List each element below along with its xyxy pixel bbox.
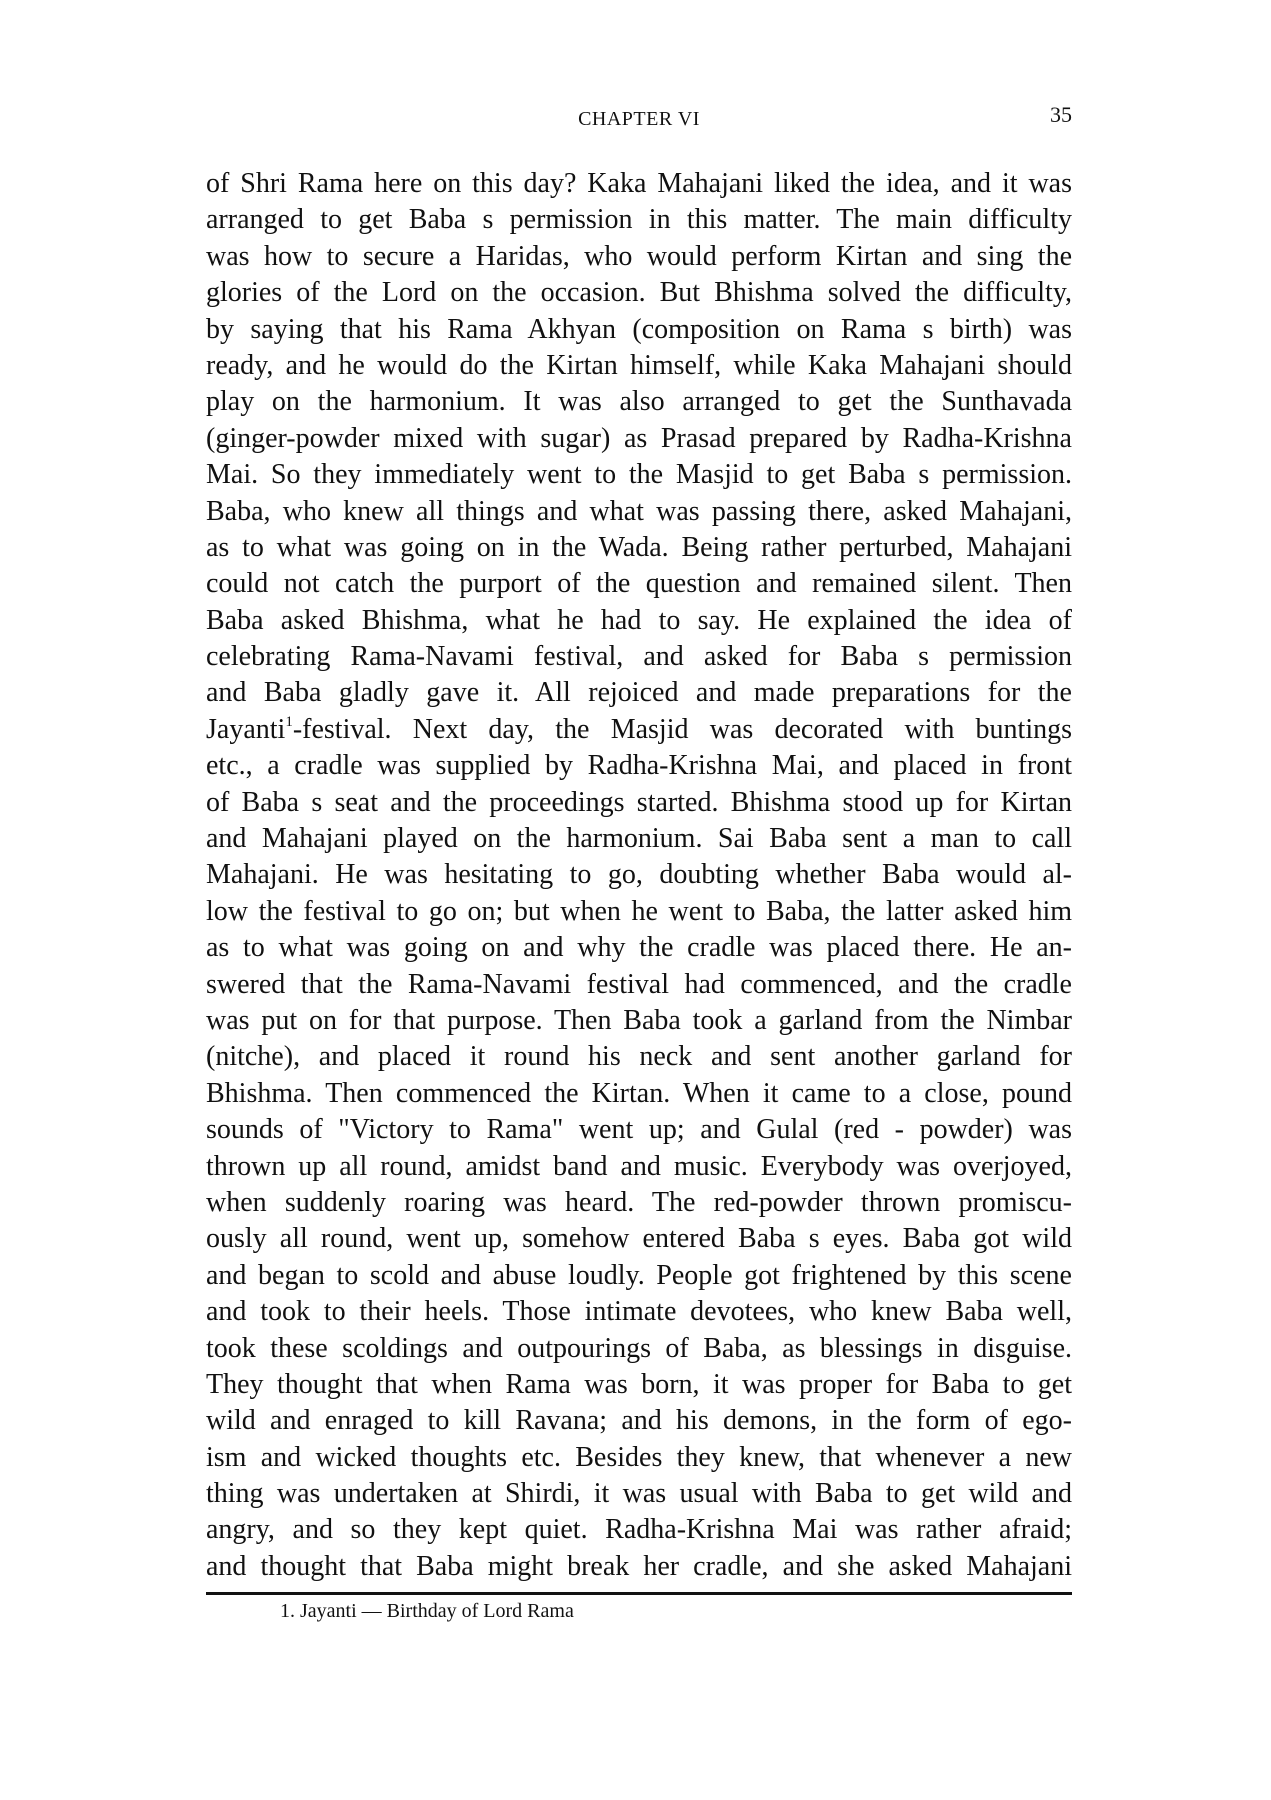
text-line: and began to scold and abuse loudly. People got frightened by this scene [206, 1259, 1072, 1291]
text-line: angry, and so they kept quiet. Radha-Krishna Mai was rather afraid; [206, 1514, 1072, 1546]
text-line: Mai. So they immediately went to the Masjid to get Baba s permission. [206, 459, 1072, 491]
text-line: took these scoldings and outpourings of Baba, as blessings in disguise. [206, 1332, 1072, 1364]
text-line: They thought that when Rama was born, it was proper for Baba to get [206, 1368, 1072, 1400]
text-line: and Mahajani played on the harmonium. Sai Baba sent a man to call [206, 823, 1072, 855]
text-line: and Baba gladly gave it. All rejoiced and made preparations for the [206, 677, 1072, 709]
text-line: Mahajani. He was hesitating to go, doubting whether Baba would al- [206, 859, 1072, 891]
text-line: etc., a cradle was supplied by Radha-Krishna Mai, and placed in front [206, 750, 1072, 782]
text-line: ously all round, went up, somehow entered Baba s eyes. Baba got wild [206, 1223, 1072, 1255]
text-line: Baba, who knew all things and what was passing there, asked Mahajani, [206, 495, 1072, 527]
running-head [206, 104, 1072, 134]
text-line: swered that the Rama-Navami festival had commenced, and the cradle [206, 968, 1072, 1000]
page-number: 35 [1050, 102, 1072, 127]
text-line: celebrating Rama-Navami festival, and asked for Baba s permission [206, 641, 1072, 673]
text-line: could not catch the purport of the question and remained silent. Then [206, 568, 1072, 600]
text-line: thing was undertaken at Shirdi, it was usual with Baba to get wild and [206, 1478, 1072, 1510]
text-line: and took to their heels. Those intimate devotees, who knew Baba well, [206, 1296, 1072, 1328]
text-line-with-footnote-ref [206, 712, 1072, 748]
text-line: as to what was going on and why the cradle was placed there. He an- [206, 932, 1072, 964]
text-line: ism and wicked thoughts etc. Besides they knew, that whenever a new [206, 1441, 1072, 1473]
text-line: and thought that Baba might break her cradle, and she asked Mahajani [206, 1550, 1072, 1582]
text-line: sounds of "Victory to Rama" went up; and Gulal (red - powder) was [206, 1114, 1072, 1146]
body-text [206, 166, 1072, 1585]
text-line: arranged to get Baba s permission in this matter. The main difficulty [206, 204, 1072, 236]
text-line: (ginger-powder mixed with sugar) as Prasad prepared by Radha-Krishna [206, 422, 1072, 454]
text-line: (nitche), and placed it round his neck and sent another garland for [206, 1041, 1072, 1073]
text-line: was put on for that purpose. Then Baba took a garland from the Nimbar [206, 1004, 1072, 1036]
text-line: of Baba s seat and the proceedings started. Bhishma stood up for Kirtan [206, 786, 1072, 818]
text-line: when suddenly roaring was heard. The red-powder thrown promiscu- [206, 1186, 1072, 1218]
text-line: wild and enraged to kill Ravana; and his demons, in the form of ego- [206, 1405, 1072, 1437]
text-line: of Shri Rama here on this day? Kaka Mahajani liked the idea, and it was [206, 168, 1072, 199]
text-line: by saying that his Rama Akhyan (composition on Rama s birth) was [206, 313, 1072, 345]
text-line: low the festival to go on; but when he went to Baba, the latter asked him [206, 895, 1072, 927]
text-line: as to what was going on in the Wada. Being rather perturbed, Mahajani [206, 531, 1072, 563]
text-line-rest: -festival. Next day, the Masjid was decorated with buntings [292, 713, 1072, 745]
jayanti-word: Jayanti [206, 713, 286, 745]
text-line: Baba asked Bhishma, what he had to say. He explained the idea of [206, 604, 1072, 636]
footnote-divider [206, 1592, 1072, 1595]
footnote-ref: 1 [285, 713, 293, 730]
chapter-title: CHAPTER VI [578, 108, 700, 130]
text-line: play on the harmonium. It was also arranged to get the Sunthavada [206, 386, 1072, 418]
text-line: thrown up all round, amidst band and music. Everybody was overjoyed, [206, 1150, 1072, 1182]
footnote: 1. Jayanti — Birthday of Lord Rama [280, 1600, 574, 1622]
text-line: ready, and he would do the Kirtan himself, while Kaka Mahajani should [206, 349, 1072, 381]
text-line: Bhishma. Then commenced the Kirtan. When it came to a close, pound [206, 1077, 1072, 1109]
text-line: was how to secure a Haridas, who would perform Kirtan and sing the [206, 240, 1072, 272]
text-line: glories of the Lord on the occasion. But Bhishma solved the difficulty, [206, 277, 1072, 309]
